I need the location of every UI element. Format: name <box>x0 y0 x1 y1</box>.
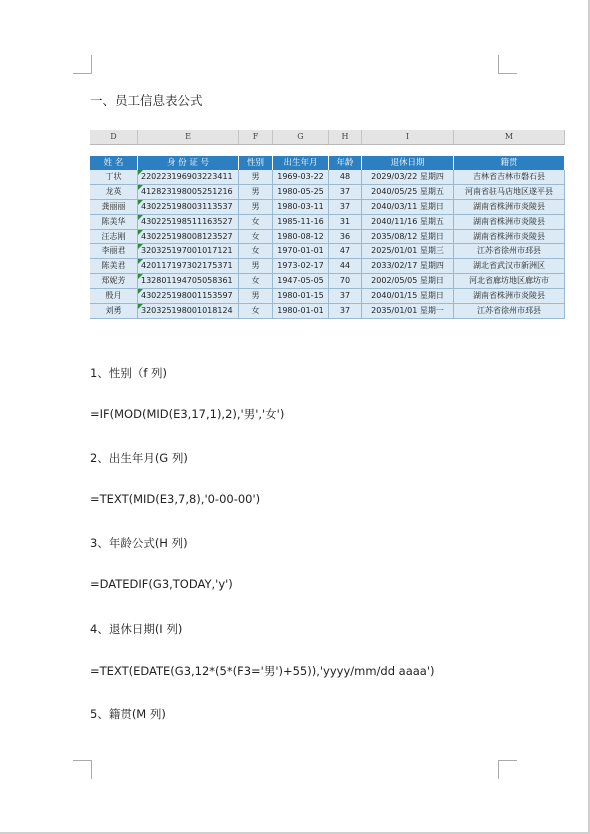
item-4-heading: 4、退休日期(I 列) <box>90 622 183 636</box>
table-header-cell: 籍贯 <box>454 156 565 170</box>
table-cell: 刘勇 <box>90 304 138 319</box>
item-3-heading: 3、年龄公式(H 列) <box>90 536 188 550</box>
table-header-cell: 年龄 <box>329 156 362 170</box>
table-cell: 湖南省株洲市炎陵县 <box>454 215 565 230</box>
item-5-heading: 5、籍贯(M 列) <box>90 707 166 721</box>
table-cell: 李丽君 <box>90 244 138 259</box>
table-header-cell: 退休日期 <box>362 156 454 170</box>
table-cell: 2040/03/11 星期日 <box>362 200 454 215</box>
item-1-heading: 1、性别（f 列) <box>90 366 168 380</box>
table-row <box>90 244 565 259</box>
table-cell: 陈美君 <box>90 259 138 274</box>
table-cell: 2035/01/01 星期一 <box>362 304 454 319</box>
table-cell: 湖北省武汉市新洲区 <box>454 259 565 274</box>
table-cell: 1980-01-15 <box>273 289 329 304</box>
table-row <box>90 230 565 245</box>
column-letter-header <box>90 130 565 145</box>
table-cell: 2033/02/17 星期四 <box>362 259 454 274</box>
table-row <box>90 274 565 289</box>
column-letter: G <box>273 130 329 144</box>
table-cell: 2035/08/12 星期日 <box>362 230 454 245</box>
table-cell: 2029/03/22 星期四 <box>362 170 454 185</box>
table-cell: 420117197302175371 <box>138 259 239 274</box>
table-cell: 37 <box>329 304 362 319</box>
table-cell: 430225198001153597 <box>138 289 239 304</box>
table-cell: 女 <box>239 244 273 259</box>
item-1-formula: =IF(MOD(MID(E3,17,1),2),'男','女') <box>90 407 285 421</box>
column-letter: M <box>454 130 565 144</box>
table-cell: 1980-05-25 <box>273 185 329 200</box>
column-letter: D <box>90 130 138 144</box>
column-letter: E <box>138 130 239 144</box>
table-row <box>90 215 565 230</box>
table-cell: 37 <box>329 289 362 304</box>
table-header-cell: 身 份 证 号 <box>138 156 239 170</box>
table-cell: 江苏省徐州市邳县 <box>454 304 565 319</box>
table-cell: 2040/05/25 星期五 <box>362 185 454 200</box>
margin-corner-top-right <box>498 55 517 74</box>
margin-corner-top-left <box>73 55 92 74</box>
table-cell: 1985-11-16 <box>273 215 329 230</box>
table-cell: 江苏省徐州市邳县 <box>454 244 565 259</box>
table-cell: 2025/01/01 星期三 <box>362 244 454 259</box>
table-cell: 37 <box>329 200 362 215</box>
table-cell: 龚丽丽 <box>90 200 138 215</box>
table-cell: 女 <box>239 215 273 230</box>
table-cell: 河南省驻马店地区遂平县 <box>454 185 565 200</box>
table-cell: 殷月 <box>90 289 138 304</box>
table-row <box>90 170 565 185</box>
table-cell: 湖南省株洲市炎陵县 <box>454 230 565 245</box>
table-row <box>90 185 565 200</box>
table-cell: 320325198001018124 <box>138 304 239 319</box>
table-cell: 2002/05/05 星期日 <box>362 274 454 289</box>
item-3-formula: =DATEDIF(G3,TODAY,'y') <box>90 577 233 591</box>
table-cell: 吉林省吉林市磐石县 <box>454 170 565 185</box>
table-header-cell: 性别 <box>239 156 273 170</box>
table-cell: 男 <box>239 200 273 215</box>
table-row <box>90 304 565 319</box>
table-cell: 31 <box>329 215 362 230</box>
table-row <box>90 259 565 274</box>
table-cell: 1980-08-12 <box>273 230 329 245</box>
table-cell: 女 <box>239 304 273 319</box>
table-cell: 男 <box>239 185 273 200</box>
table-cell: 37 <box>329 185 362 200</box>
table-cell: 男 <box>239 289 273 304</box>
table-cell: 男 <box>239 259 273 274</box>
table-cell: 2040/11/16 星期五 <box>362 215 454 230</box>
table-cell: 220223196903223411 <box>138 170 239 185</box>
table-cell: 36 <box>329 230 362 245</box>
table-cell: 男 <box>239 170 273 185</box>
column-letter: F <box>239 130 273 144</box>
table-cell: 320325197001017121 <box>138 244 239 259</box>
table-row <box>90 200 565 215</box>
table-cell: 1969-03-22 <box>273 170 329 185</box>
table-header <box>90 156 565 170</box>
table-body <box>90 170 565 319</box>
table-cell: 湖南省株洲市炎陵县 <box>454 289 565 304</box>
table-cell: 女 <box>239 274 273 289</box>
table-cell: 1980-03-11 <box>273 200 329 215</box>
column-letter: I <box>362 130 454 144</box>
table-cell: 1973-02-17 <box>273 259 329 274</box>
table-cell: 430225198008123527 <box>138 230 239 245</box>
table-header-cell: 姓 名 <box>90 156 138 170</box>
table-cell: 1970-01-01 <box>273 244 329 259</box>
table-cell: 132801194705058361 <box>138 274 239 289</box>
table-cell: 陈美华 <box>90 215 138 230</box>
item-4-formula: =TEXT(EDATE(G3,12*(5*(F3='男')+55)),'yyyy/mm/dd aaaa') <box>90 664 435 678</box>
table-cell: 44 <box>329 259 362 274</box>
table-cell: 丁状 <box>90 170 138 185</box>
table-cell: 女 <box>239 230 273 245</box>
table-cell: 430225198003113537 <box>138 200 239 215</box>
table-cell: 龙英 <box>90 185 138 200</box>
table-cell: 2040/01/15 星期日 <box>362 289 454 304</box>
table-cell: 汪志刚 <box>90 230 138 245</box>
table-cell: 湖南省株洲市炎陵县 <box>454 200 565 215</box>
margin-corner-bottom-right <box>498 760 517 779</box>
table-cell: 430225198511163527 <box>138 215 239 230</box>
table-cell: 郑妮芳 <box>90 274 138 289</box>
table-row <box>90 289 565 304</box>
table-cell: 河北省廊坊地区廊坊市 <box>454 274 565 289</box>
section-heading: 一、员工信息表公式 <box>90 93 203 108</box>
table-cell: 412823198005251216 <box>138 185 239 200</box>
margin-corner-bottom-left <box>73 760 92 779</box>
table-cell: 48 <box>329 170 362 185</box>
table-cell: 1980-01-01 <box>273 304 329 319</box>
spreadsheet-image <box>90 130 565 323</box>
table-cell: 47 <box>329 244 362 259</box>
item-2-formula: =TEXT(MID(E3,7,8),'0-00-00') <box>90 492 261 506</box>
column-letter: H <box>329 130 362 144</box>
item-2-heading: 2、出生年月(G 列) <box>90 451 188 465</box>
table-cell: 70 <box>329 274 362 289</box>
table-cell: 1947-05-05 <box>273 274 329 289</box>
table-header-cell: 出生年月 <box>273 156 329 170</box>
